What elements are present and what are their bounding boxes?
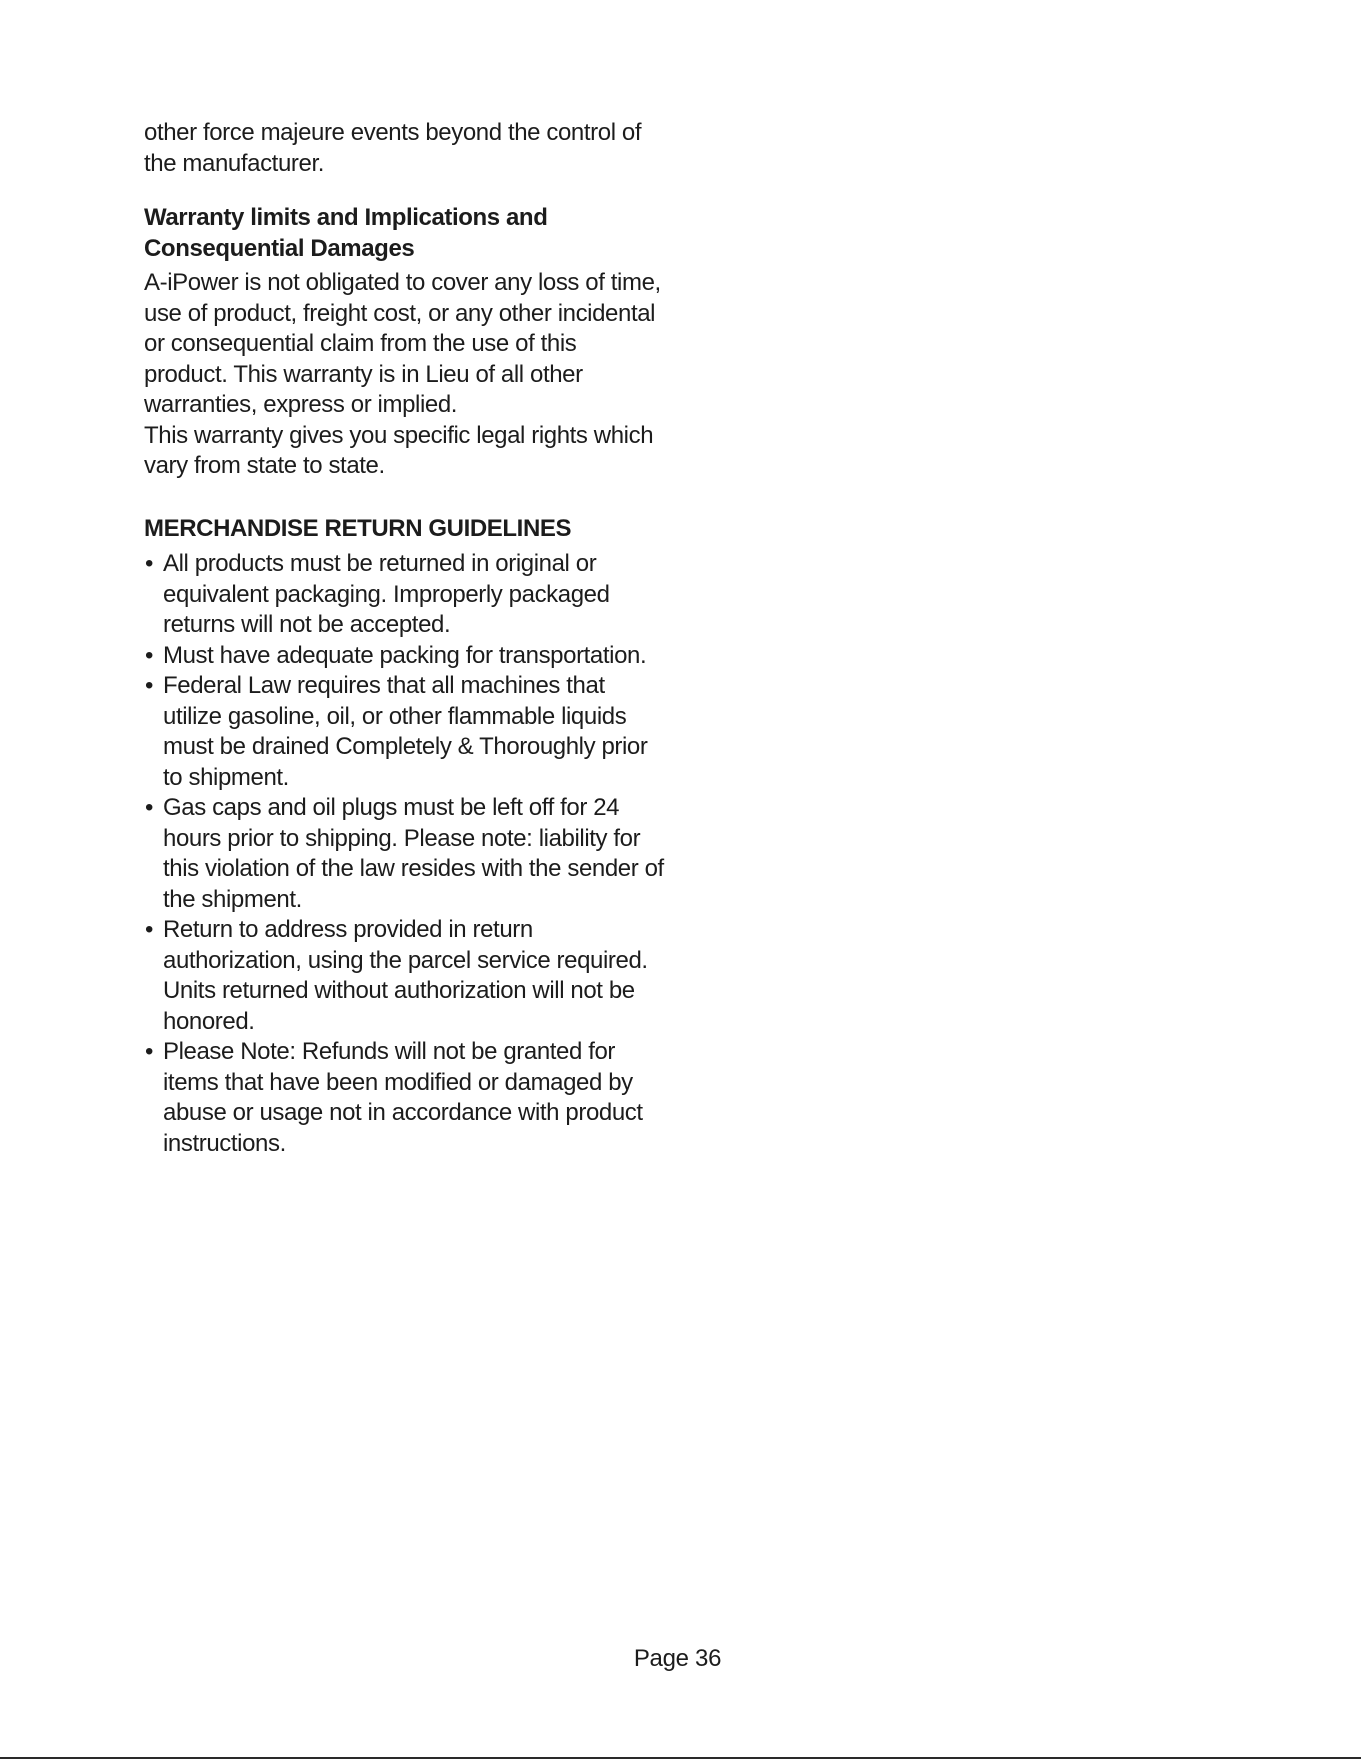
list-item bbox=[144, 793, 664, 915]
warranty-heading-line-1: Warranty limits and Implications and bbox=[144, 204, 548, 231]
list-item-text: Please Note: Refunds will not be granted for items that have been modified or damaged by abuse or usage not in accordance with product instructions. bbox=[163, 1038, 643, 1157]
list-item-text: Return to address provided in return authorization, using the parcel service required. Units returned without authorization will not be honored. bbox=[163, 916, 648, 1035]
warranty-heading bbox=[144, 203, 664, 264]
list-item-text: Federal Law requires that all machines that utilize gasoline, oil, or other flammable liquids must be drained Completely & Thoroughly prior to shipment. bbox=[163, 672, 648, 791]
list-item-text: All products must be returned in original or equivalent packaging. Improperly packaged returns will not be accepted. bbox=[163, 550, 610, 638]
bullet-icon: • bbox=[145, 672, 154, 699]
page-number bbox=[0, 1644, 1361, 1674]
list-item-text: Must have adequate packing for transportation. bbox=[163, 641, 647, 669]
page-number-label: Page 36 bbox=[633, 1645, 722, 1672]
bullet-icon: • bbox=[145, 550, 154, 577]
bullet-icon: • bbox=[145, 794, 154, 821]
warranty-body-paragraph-2: This warranty gives you specific legal rights which vary from state to state. bbox=[144, 421, 654, 479]
bullet-icon: • bbox=[145, 641, 154, 669]
warranty-heading-line-2: Consequential Damages bbox=[144, 234, 415, 262]
list-item-text: Gas caps and oil plugs must be left off for 24 hours prior to shipping. Please note: liability for this violation of the law resides with the sender of the shipment. bbox=[163, 794, 664, 913]
continued-paragraph: other force majeure events beyond the control of the manufacturer. bbox=[144, 119, 642, 177]
warranty-body-paragraph-1: A-iPower is not obligated to cover any loss of time, use of product, freight cost, or any other incidental or consequential claim from the use of this product. This warranty is in Lieu of all other warranties, express or implied. bbox=[144, 269, 661, 418]
list-item bbox=[144, 549, 664, 641]
page-content-column bbox=[144, 118, 664, 1159]
return-guidelines-list bbox=[144, 549, 664, 1159]
list-item bbox=[144, 1037, 664, 1159]
list-item bbox=[144, 915, 664, 1037]
bullet-icon: • bbox=[145, 916, 154, 943]
bullet-icon: • bbox=[145, 1038, 154, 1065]
return-guidelines-heading: MERCHANDISE RETURN GUIDELINES bbox=[144, 514, 572, 542]
bottom-divider bbox=[0, 1757, 1361, 1759]
list-item bbox=[144, 671, 664, 793]
list-item bbox=[144, 641, 664, 672]
